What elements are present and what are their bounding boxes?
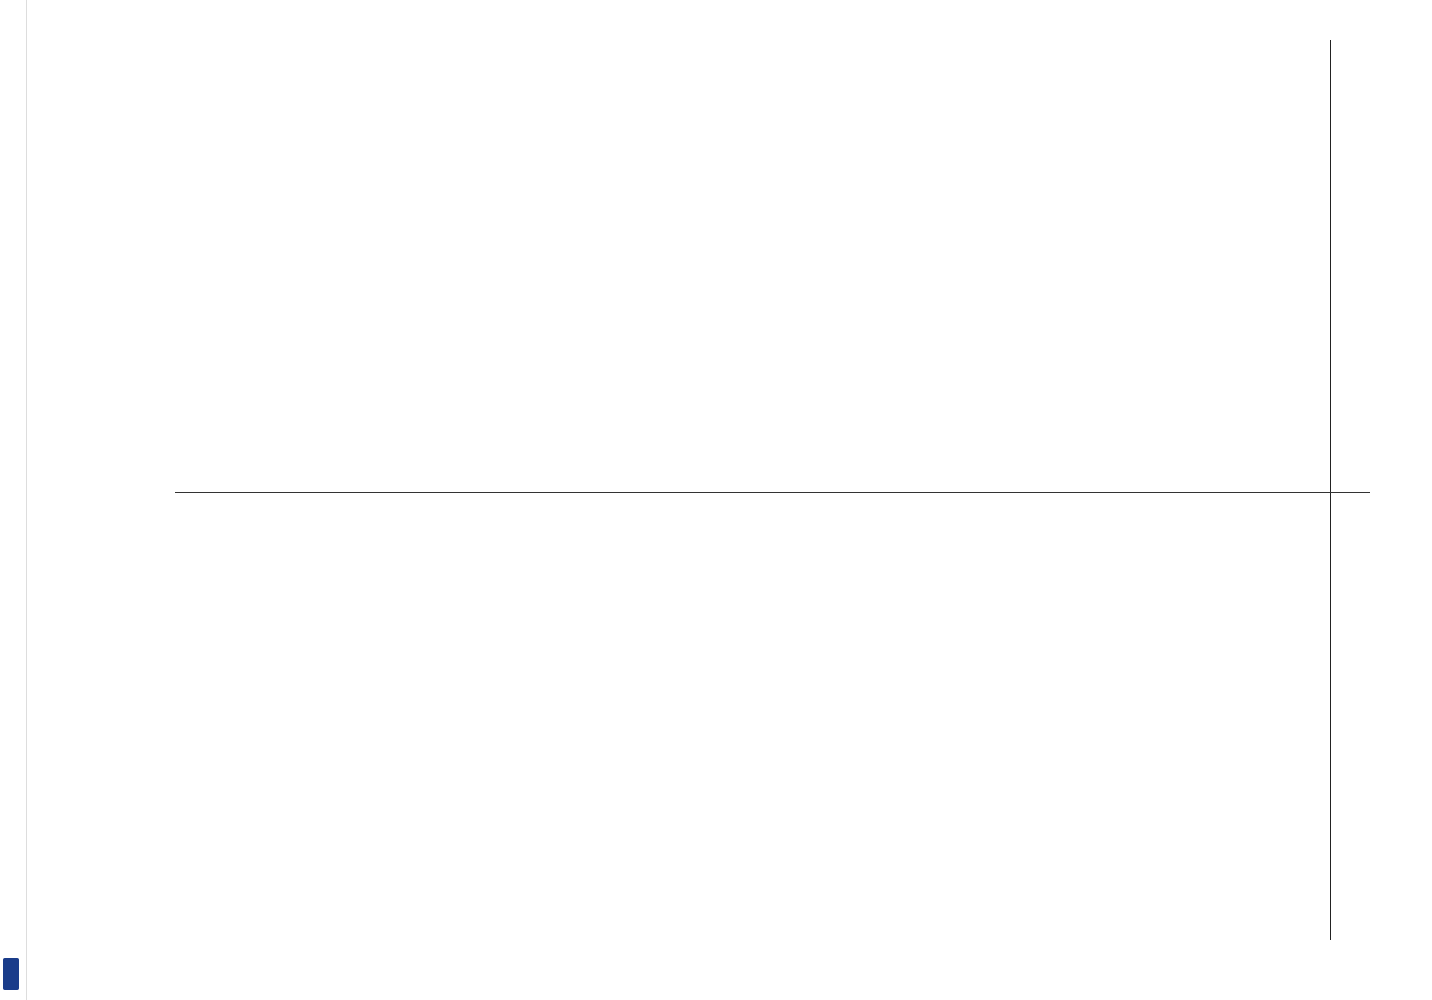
- digitization-sidebar: [0, 0, 27, 1000]
- column-divider: [175, 492, 1370, 493]
- dfg-logo-icon: [3, 958, 19, 990]
- left-column-text: [125, 30, 1375, 450]
- right-column-text: [125, 500, 1375, 980]
